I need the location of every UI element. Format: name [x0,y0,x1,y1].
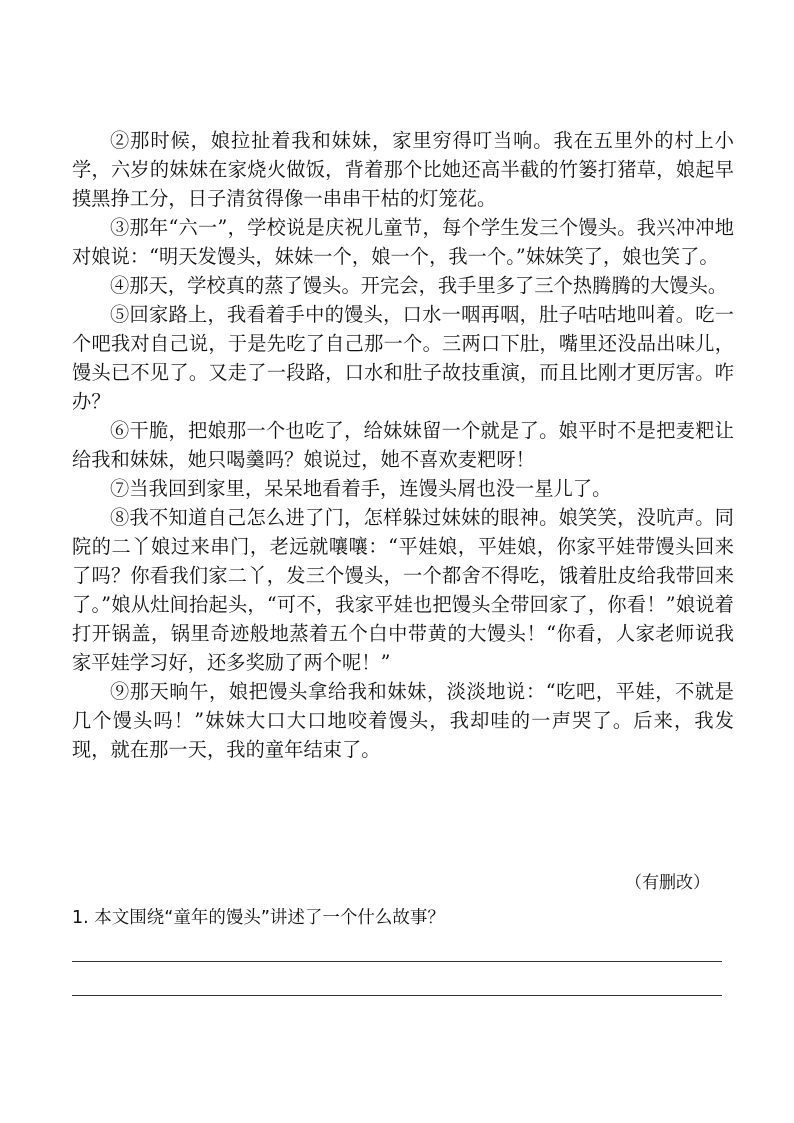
paragraph-2: ②那时候，娘拉扯着我和妹妹，家里穷得叮当响。我在五里外的村上小学，六岁的妹妹在家烧火做饭，背着那个比她还高半截的竹篓打猪草，娘起早摸黑挣工分，日子清贫得像一串串干枯的灯笼花。 [72,129,734,210]
paragraph-6: ⑥干脆，把娘那一个也吃了，给妹妹留一个就是了。娘平时不是把麦粑让给我和妹妹，她只喝羹吗？娘说过，她不喜欢麦粑呀！ [72,419,734,471]
paragraph-8: ⑧我不知道自己怎么进了门，怎样躲过妹妹的眼神。娘笑笑，没吭声。同院的二丫娘过来串门，老远就嚷嚷：“平娃娘，平娃娘，你家平娃带馒头回来了吗？你看我们家二丫，发三个馒头，一个都舍不得吃，饿着肚皮给我带回来了。”娘从灶间抬起头，“可不，我家平娃也把馒头全带回家了，你看！”娘说着打开锅盖，锅里奇迹般地蒸着五个白中带黄的大馒头！“你看，人家老师说我家平娃学习好，还多奖励了两个呢！” [72,506,734,674]
paragraph-7: ⑦当我回到家里，呆呆地看着手，连馒头屑也没一星儿了。 [110,477,612,500]
reading-passage [72,126,734,764]
answer-line-1[interactable] [72,961,722,962]
question-1: 1. 本文围绕“童年的馒头”讲述了一个什么故事？ [72,908,445,928]
paragraph-3: ③那年“六一”，学校说是庆祝儿童节，每个学生发三个馒头。我兴冲冲地对娘说：“明天发馒头，妹妹一个，娘一个，我一个。”妹妹笑了，娘也笑了。 [72,216,734,268]
answer-line-2[interactable] [72,995,722,996]
source-note: （有删改） [625,873,710,893]
paragraph-4: ④那天，学校真的蒸了馒头。开完会，我手里多了三个热腾腾的大馒头。 [110,274,728,297]
paragraph-9: ⑨那天晌午，娘把馒头拿给我和妹妹，淡淡地说：“吃吧，平娃，不就是几个馒头吗！”妹妹大口大口地咬着馒头，我却哇的一声哭了。后来，我发现，就在那一天，我的童年结束了。 [72,680,734,761]
paragraph-5: ⑤回家路上，我看着手中的馒头，口水一咽再咽，肚子咕咕地叫着。吃一个吧我对自己说，于是先吃了自己那一个。三两口下肚，嘴里还没品出味儿，馒头已不见了。又走了一段路，口水和肚子故技重演，而且比刚才更厉害。咋办？ [72,303,734,413]
